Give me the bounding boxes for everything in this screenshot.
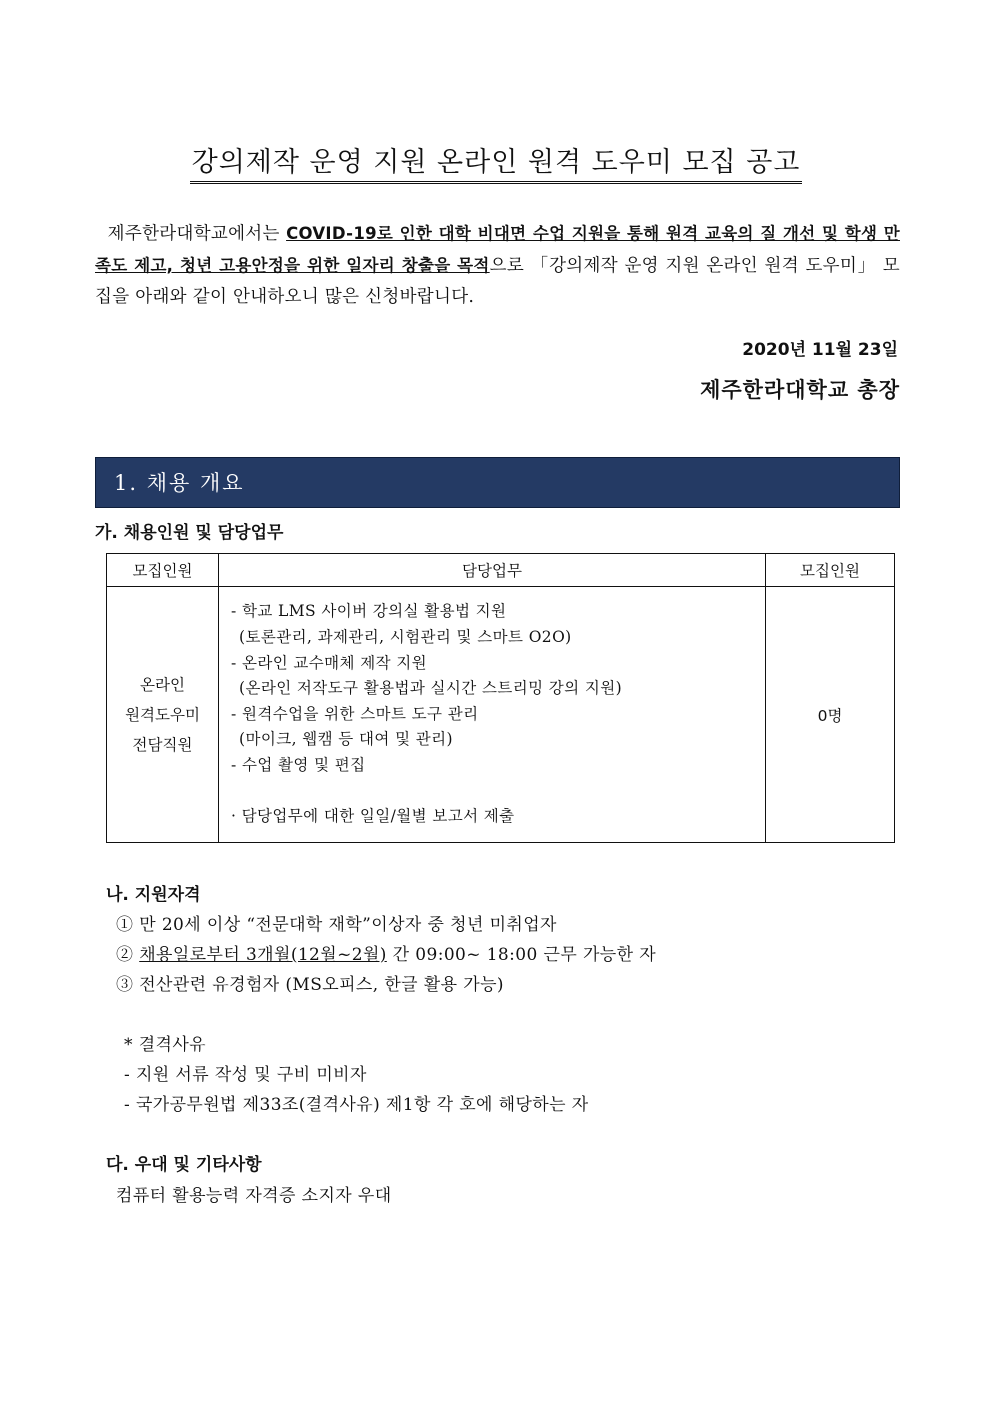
intro-text-end: 으로 「강의제작 운영 지원 온라인 원격 도우미」 모집을 아래와 같이 안내하오니 많은 신청바랍니다.: [95, 256, 900, 307]
section-header: 1. 채용 개요: [95, 457, 900, 508]
duty-line: - 온라인 교수매체 제작 지원: [231, 653, 428, 672]
table-header: 모집인원: [107, 554, 219, 587]
qualification-2-num: ②: [116, 945, 140, 965]
announcement-date: 2020년 11월 23일: [742, 340, 898, 360]
subheading-b: 나. 지원자격: [106, 885, 201, 905]
duty-line: (마이크, 웹캠 등 대여 및 관리): [239, 730, 453, 749]
qualification-2-rest: 간 09:00~ 18:00 근무 가능한 자: [386, 945, 657, 965]
role-line: 원격도우미: [125, 705, 200, 724]
duty-line: (토론관리, 과제관리, 시험관리 및 스마트 O2O): [239, 627, 572, 646]
role-line: 전담직원: [132, 735, 193, 754]
table-header: 담당업무: [219, 554, 766, 587]
intro-emphasis: COVID-19로 인한 대학 비대면 수업 지원을 통해 원격 교육의 질 개선 및 학생 만족도 제고, 청년 고용안정을 위한 일자리 창출을 목적: [95, 224, 900, 275]
preference-text: 컴퓨터 활용능력 자격증 소지자 우대: [116, 1186, 392, 1206]
role-cell: [107, 587, 219, 843]
duty-line: (온라인 저작도구 활용법과 실시간 스트리밍 강의 지원): [239, 679, 623, 698]
duty-spacer: [231, 778, 755, 804]
document-title-text: 강의제작 운영 지원 온라인 원격 도우미 모집 공고: [190, 140, 803, 184]
subheading-c: 다. 우대 및 기타사항: [106, 1155, 262, 1175]
count-cell: 0명: [766, 587, 895, 843]
issuer: 제주한라대학교 총장: [700, 378, 900, 402]
disqualification-item: - 국가공무원법 제33조(결격사유) 제1항 각 호에 해당하는 자: [124, 1095, 589, 1115]
qualification-3: ③ 전산관련 유경험자 (MS오피스, 한글 활용 가능): [116, 975, 504, 995]
duty-line: · 담당업무에 대한 일일/월별 보고서 제출: [231, 807, 515, 826]
duty-line: - 수업 촬영 및 편집: [231, 755, 366, 774]
duty-line: - 학교 LMS 사이버 강의실 활용법 지원: [231, 602, 507, 621]
document-title: [0, 140, 992, 184]
role-line: 온라인: [140, 675, 185, 694]
intro-text-start: 제주한라대학교에서는: [107, 224, 287, 244]
qualification-1: ① 만 20세 이상 “전문대학 재학”이상자 중 청년 미취업자: [116, 915, 557, 935]
recruitment-table: [106, 553, 895, 843]
table-row: [107, 587, 895, 843]
duties-cell: [219, 587, 766, 843]
qualification-2: [116, 940, 656, 965]
qualification-2-period: 채용일로부터 3개월(12월~2월): [139, 945, 387, 965]
intro-paragraph: [95, 218, 900, 313]
duty-line: - 원격수업을 위한 스마트 도구 관리: [231, 704, 479, 723]
table-header: 모집인원: [766, 554, 895, 587]
disqualification-item: - 지원 서류 작성 및 구비 미비자: [124, 1065, 367, 1085]
subheading-a: 가. 채용인원 및 담당업무: [95, 523, 284, 543]
disqualification-title: * 결격사유: [124, 1035, 206, 1055]
